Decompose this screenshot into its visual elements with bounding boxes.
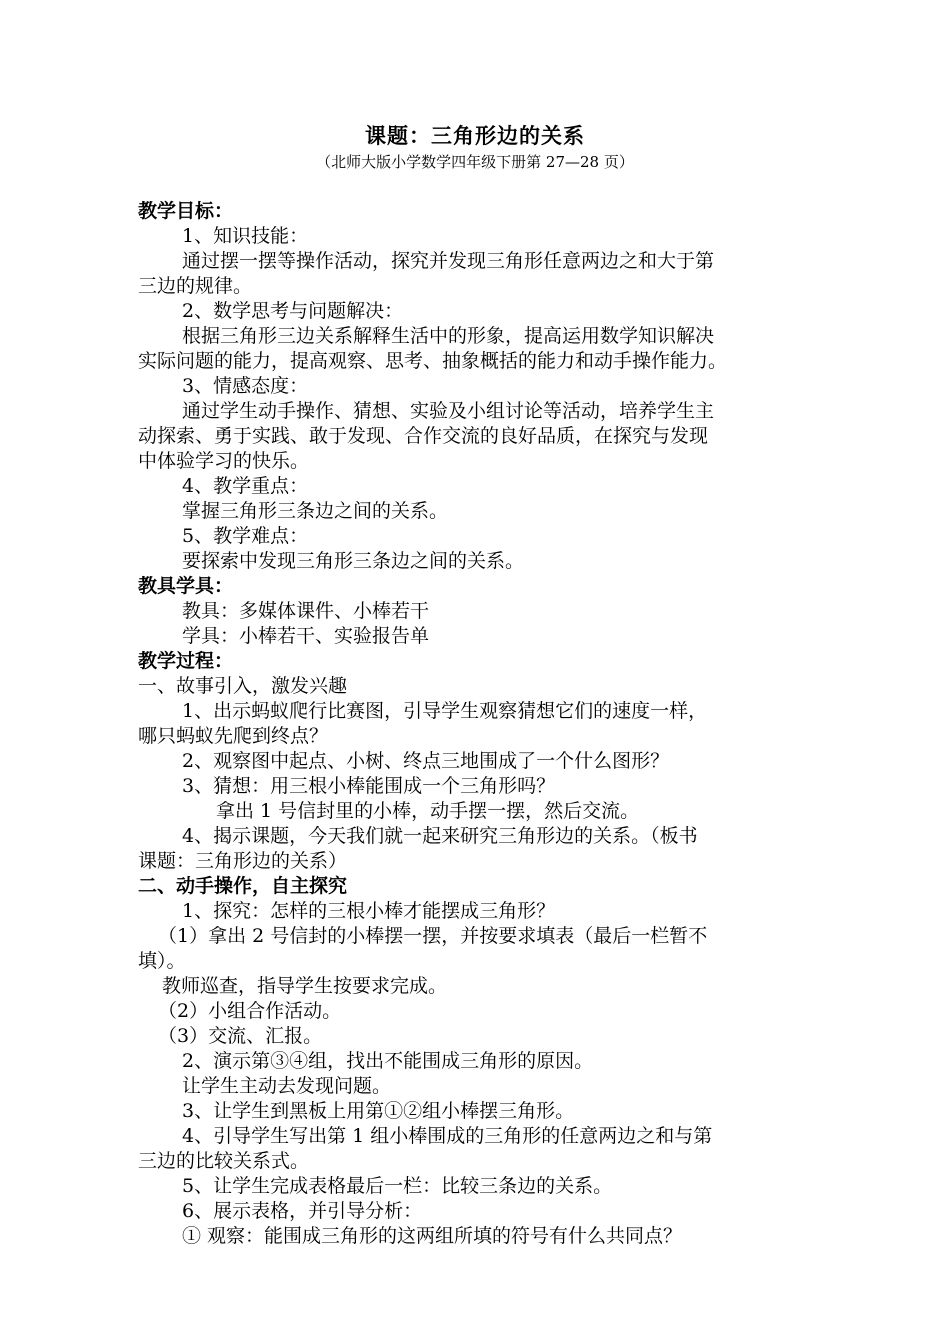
text-line: 4、教学重点： — [182, 475, 309, 497]
section-heading: 教具学具： — [138, 575, 234, 597]
section-heading: 二、动手操作，自主探究 — [138, 875, 348, 897]
text-line: 教师巡查，指导学生按要求完成。 — [162, 975, 448, 997]
text-line: 拿出 1 号信封里的小棒，动手摆一摆，然后交流。 — [216, 800, 640, 822]
text-line: 要探索中发现三角形三条边之间的关系。 — [182, 550, 525, 572]
text-line: 一、故事引入，激发兴趣 — [138, 675, 348, 697]
document-subtitle: （北师大版小学数学四年级下册第 27—28 页） — [316, 153, 634, 171]
document-title: 课题：三角形边的关系 — [365, 124, 585, 148]
text-line: （2）小组合作活动。 — [158, 1000, 342, 1022]
text-line: 2、演示第③④组，找出不能围成三角形的原因。 — [182, 1050, 594, 1072]
text-line: 根据三角形三边关系解释生活中的形象，提高运用数学知识解决 — [182, 325, 715, 347]
text-line: 4、引导学生写出第 1 组小棒围成的三角形的任意两边之和与第 — [182, 1125, 713, 1147]
text-line: 课题：三角形边的关系） — [138, 850, 348, 872]
section-heading: 教学目标： — [138, 200, 234, 222]
text-line: 3、猜想：用三根小棒能围成一个三角形吗？ — [182, 775, 556, 797]
text-line: ① 观察：能围成三角形的这两组所填的符号有什么共同点？ — [182, 1225, 683, 1247]
text-line: 三边的比较关系式。 — [138, 1150, 310, 1172]
text-line: 学具：小棒若干、实验报告单 — [182, 625, 430, 647]
text-line: 4、揭示课题，今天我们就一起来研究三角形边的关系。（板书 — [182, 825, 698, 847]
text-line: 5、让学生完成表格最后一栏：比较三条边的关系。 — [182, 1175, 613, 1197]
text-line: 5、教学难点： — [182, 525, 309, 547]
text-line: 3、情感态度： — [182, 375, 309, 397]
text-line: 三边的规律。 — [138, 275, 253, 297]
document-body — [138, 199, 818, 1249]
text-line: 教具：多媒体课件、小棒若干 — [182, 600, 430, 622]
text-line: 让学生主动去发现问题。 — [182, 1075, 392, 1097]
text-line: 1、知识技能： — [182, 225, 309, 247]
text-line: 2、观察图中起点、小树、终点三地围成了一个什么图形？ — [182, 750, 670, 772]
text-line: 实际问题的能力，提高观察、思考、抽象概括的能力和动手操作能力。 — [138, 350, 728, 372]
text-line: 中体验学习的快乐。 — [138, 450, 310, 472]
text-line: （1）拿出 2 号信封的小棒摆一摆，并按要求填表（最后一栏暂不 — [158, 925, 708, 947]
text-line: 掌握三角形三条边之间的关系。 — [182, 500, 449, 522]
text-line: 通过摆一摆等操作活动，探究并发现三角形任意两边之和大于第 — [182, 250, 715, 272]
text-line: 2、数学思考与问题解决： — [182, 300, 404, 322]
section-heading: 教学过程： — [138, 650, 234, 672]
text-line: 3、让学生到黑板上用第①②组小棒摆三角形。 — [182, 1100, 575, 1122]
text-line: 通过学生动手操作、猜想、实验及小组讨论等活动，培养学生主 — [182, 400, 715, 422]
text-line: （3）交流、汇报。 — [158, 1025, 323, 1047]
text-line: 1、出示蚂蚁爬行比赛图，引导学生观察猜想它们的速度一样， — [182, 700, 708, 722]
text-line: 动探索、勇于实践、敢于发现、合作交流的良好品质，在探究与发现 — [138, 425, 709, 447]
text-line: 6、展示表格，并引导分析： — [182, 1200, 423, 1222]
text-line: 哪只蚂蚁先爬到终点？ — [138, 725, 329, 747]
text-line: 填）。 — [138, 950, 186, 972]
text-line: 1、探究：怎样的三根小棒才能摆成三角形？ — [182, 900, 556, 922]
